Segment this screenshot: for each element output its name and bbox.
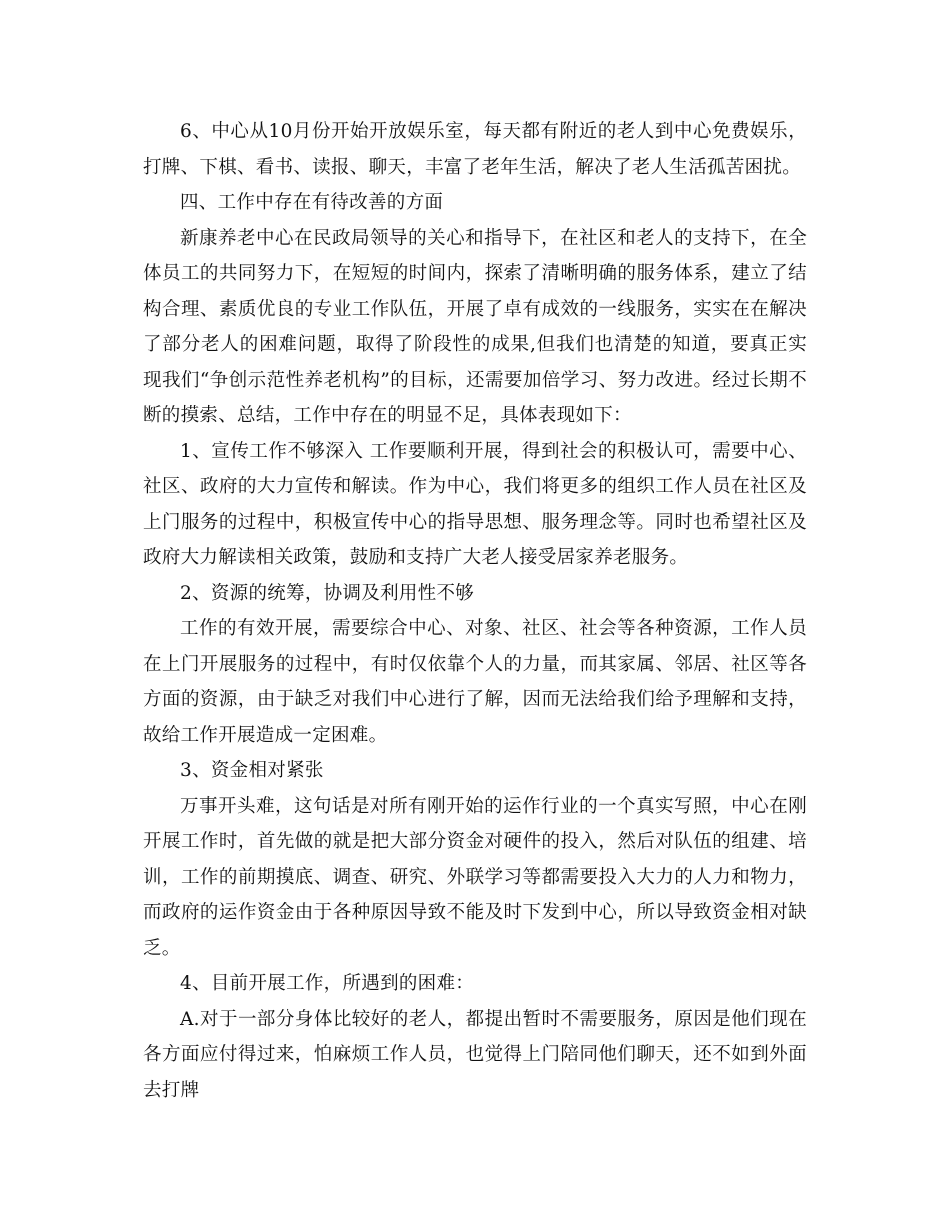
- section-heading-4: 四、工作中存在有待改善的方面: [180, 192, 444, 213]
- document-body: [143, 114, 807, 1108]
- paragraph-publicity: 1、宣传工作不够深入 工作要顺利开展，得到社会的积极认可，需要中心、社区、政府的大力宣传和解读。作为中心，我们将更多的组织工作人员在社区及上门服务的过程中，积极宣传中心的指导思想、服务理念等。同时也希望社区及政府大力解读相关政策，鼓励和支持广大老人接受居家养老服务。: [143, 440, 807, 568]
- subheading-funds: 3、资金相对紧张: [180, 760, 324, 781]
- paragraph-difficulty-a: A.对于一部分身体比较好的老人，都提出暂时不需要服务，原因是他们现在各方面应付得过来，怕麻烦工作人员，也觉得上门陪同他们聊天，还不如到外面去打牌: [143, 1008, 807, 1101]
- paragraph-resources: 工作的有效开展，需要综合中心、对象、社区、社会等各种资源，工作人员在上门开展服务的过程中，有时仅依靠个人的力量，而其家属、邻居、社区等各方面的资源，由于缺乏对我们中心进行了解，因而无法给我们给予理解和支持，故给工作开展造成一定困难。: [143, 618, 807, 746]
- paragraph-funds: 万事开头难，这句话是对所有刚开始的运作行业的一个真实写照，中心在刚开展工作时，首先做的就是把大部分资金对硬件的投入，然后对队伍的组建、培训，工作的前期摸底、调查、研究、外联学习等都需要投入大力的人力和物力，而政府的运作资金由于各种原因导致不能及时下发到中心，所以导致资金相对缺乏。: [143, 795, 807, 959]
- paragraph-summary: 新康养老中心在民政局领导的关心和指导下，在社区和老人的支持下，在全体员工的共同努力下，在短短的时间内，探索了清晰明确的服务体系，建立了结构合理、素质优良的专业工作队伍，开展了卓有成效的一线服务，实实在在解决了部分老人的困难问题，取得了阶段性的成果,但我们也清楚的知道，要真正实现我们“争创示范性养老机构”的目标，还需要加倍学习、努力改进。经过长期不断的摸索、总结，工作中存在的明显不足，具体表现如下：: [143, 227, 807, 426]
- subheading-difficulties: 4、目前开展工作，所遇到的困难：: [180, 973, 475, 994]
- subheading-resources: 2、资源的统筹，协调及利用性不够: [180, 582, 475, 604]
- paragraph-item-6: 6、中心从10月份开始开放娱乐室，每天都有附近的老人到中心免费娱乐，打牌、下棋、看书、读报、聊天，丰富了老年生活，解决了老人生活孤苦困扰。: [143, 121, 807, 178]
